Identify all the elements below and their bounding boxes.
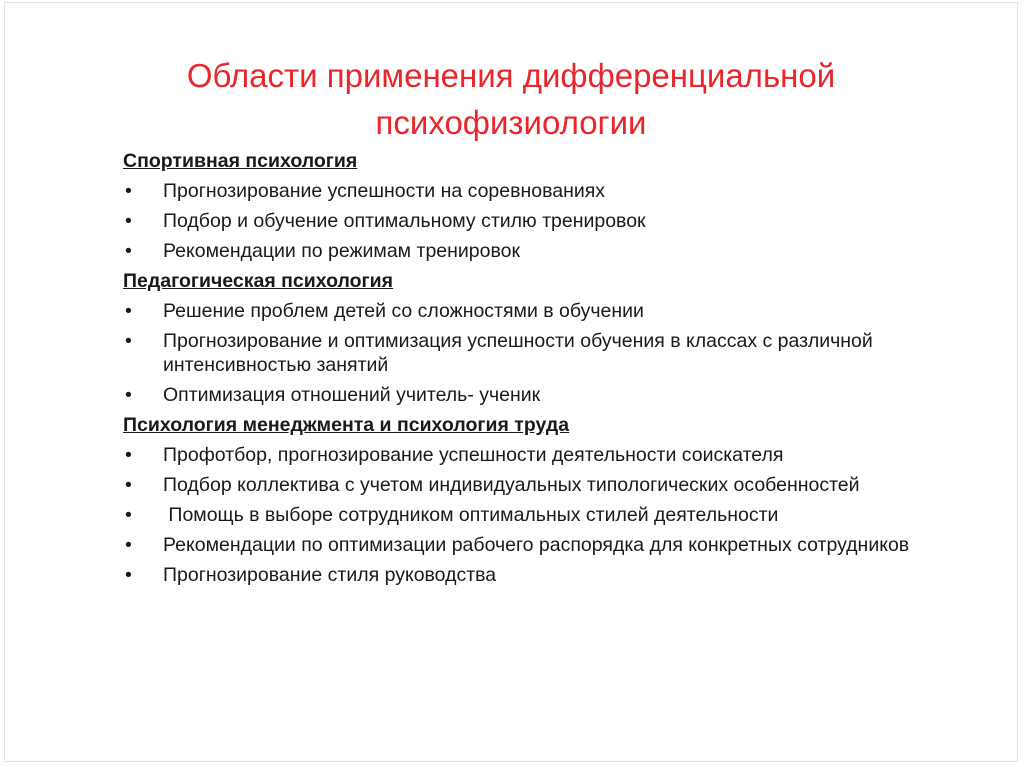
list-item: [123, 533, 983, 557]
list-item: [123, 563, 983, 587]
list-item-text: Подбор коллектива с учетом индивидуальных типологических особенностей: [163, 474, 860, 496]
section-heading-sport: Спортивная психология: [123, 150, 358, 172]
bullet-icon: •: [125, 210, 132, 232]
list-item-text: Прогнозирование стиля руководства: [163, 564, 497, 586]
slide-title-line-2: психофизиологии: [375, 104, 647, 141]
list-item: [123, 383, 983, 407]
list-item-text: Профотбор, прогнозирование успешности деятельности соискателя: [163, 444, 784, 466]
list-item: [123, 473, 983, 497]
list-item: [123, 503, 983, 527]
bullet-icon: •: [125, 384, 132, 406]
bullet-icon: •: [125, 300, 132, 322]
bullet-icon: •: [125, 240, 132, 262]
bullet-icon: •: [125, 444, 132, 466]
list-item: [123, 209, 983, 233]
list-item: [123, 239, 983, 263]
section-heading-pedagogy: Педагогическая психология: [123, 270, 394, 292]
bullet-icon: •: [125, 180, 132, 202]
section-heading-management: Психология менеджмента и психология труда: [123, 414, 570, 436]
list-item: [123, 179, 983, 203]
bullet-icon: •: [125, 330, 132, 352]
section-list-pedagogy: [123, 299, 983, 407]
bullet-icon: •: [125, 474, 132, 496]
list-item: [123, 443, 983, 467]
list-item-text: Оптимизация отношений учитель- ученик: [163, 384, 541, 406]
list-item: [123, 329, 983, 377]
section-list-sport: [123, 179, 983, 263]
section-list-management: [123, 443, 983, 587]
list-item-text: Решение проблем детей со сложностями в обучении: [163, 300, 644, 322]
slide: [4, 2, 1018, 762]
bullet-icon: •: [125, 504, 132, 526]
list-item-text: Рекомендации по режимам тренировок: [163, 240, 520, 262]
list-item-text: Подбор и обучение оптимальному стилю тренировок: [163, 210, 646, 232]
list-item-text: Прогнозирование и оптимизация успешности обучения в классах с различной интенсивностью занятий: [163, 330, 873, 376]
list-item-text: Помощь в выборе сотрудником оптимальных стилей деятельности: [163, 504, 779, 526]
list-item: [123, 299, 983, 323]
list-item-text: Прогнозирование успешности на соревнованиях: [163, 180, 606, 202]
slide-title-line-1: Области применения дифференциальной: [186, 57, 836, 94]
slide-content: [123, 149, 983, 593]
list-item-text: Рекомендации по оптимизации рабочего распорядка для конкретных сотрудников: [163, 534, 910, 556]
bullet-icon: •: [125, 564, 132, 586]
bullet-icon: •: [125, 534, 132, 556]
